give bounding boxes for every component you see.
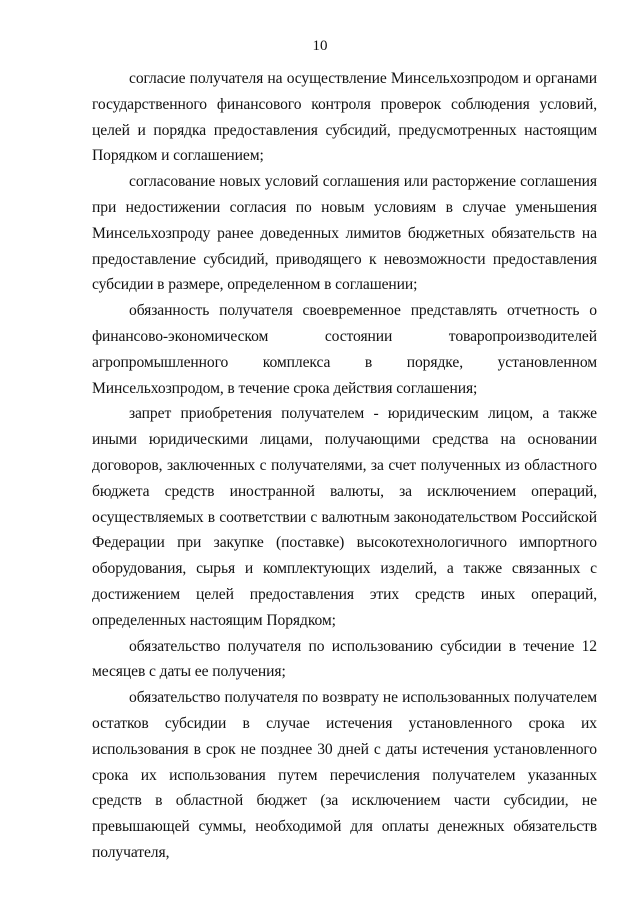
paragraph-usage-obligation: обязательство получателя по использованию субсидии в течение 12 месяцев с даты ее получения; bbox=[92, 637, 597, 681]
page-number: 10 bbox=[312, 38, 328, 54]
paragraph-consent-inspections: согласие получателя на осуществление Минсельхозпродом и органами государственного финансового контроля проверок соблюдения условий, целей и порядка предоставления субсидий, предусмотренных настоящим Порядком и соглашением; bbox=[92, 70, 597, 165]
paragraph-currency-prohibition: запрет приобретения получателем - юридическим лицом, а также иными юридическими лицами, получающими средства на основании договоров, заключенных с получателями, за счет полученных из областного бюджета средств иностранной валюты, за исключением операций, осуществляемых в соответствии с валютным законодательством Российской Федерации при закупке (поставке) высокотехнологичного импортного оборудования, сырья и комплектующих изделий, а также связанных с достижением целей предоставления этих средств иных операций, определенных настоящим Порядком; bbox=[92, 405, 597, 629]
paragraph-agreement-amendment: согласование новых условий соглашения или расторжение соглашения при недостижении согласия по новым условиям в случае уменьшения Минсельхозпроду ранее доведенных лимитов бюджетных обязательств на предоставление субсидий, приводящего к невозможности предоставления субсидии в размере, определенном в соглашении; bbox=[92, 173, 597, 294]
paragraph-reporting-obligation: обязанность получателя своевременное представлять отчетность о финансово-экономическом состоянии товаропроизводителей агропромышленного комплекса в порядке, установленном Минсельхозпродом, в течение срока действия соглашения; bbox=[92, 302, 597, 397]
document-body bbox=[92, 66, 597, 866]
paragraph-return-obligation: обязательство получателя по возврату не использованных получателем остатков субсидии в случае истечения установленного срока их использования в срок не позднее 30 дней с даты истечения установленного срока их использования путем перечисления получателем указанных средств в областной бюджет (за исключением части субсидии, не превышающей суммы, необходимой для оплаты денежных обязательств получателя, bbox=[92, 689, 597, 861]
